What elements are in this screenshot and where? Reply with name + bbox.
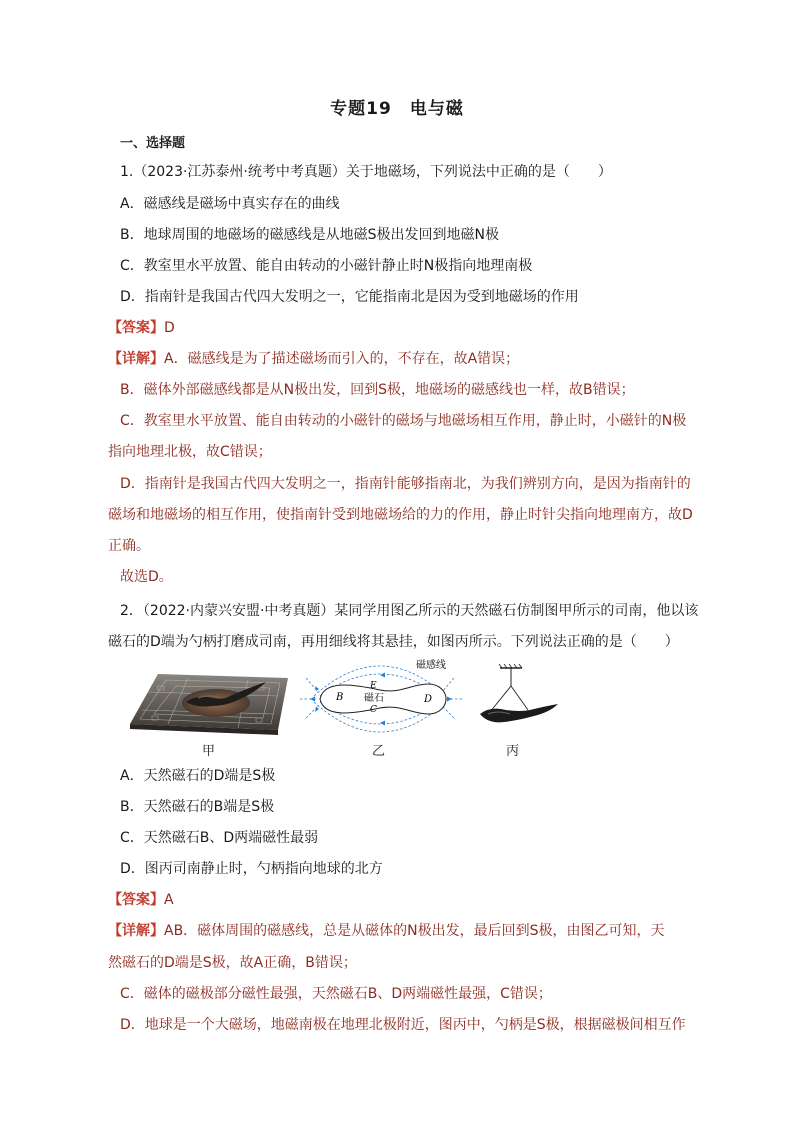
q2-option-a: A．天然磁石的D端是S极: [120, 768, 276, 784]
label-b: B: [336, 692, 344, 703]
q1-stem: 1.（2023·江苏泰州·统考中考真题）关于地磁场，下列说法中正确的是（ ）: [120, 164, 612, 180]
q2-option-d: D．图丙司南静止时，勺柄指向地球的北方: [120, 861, 383, 877]
q2-stem-line-1: 2．（2022·内蒙兴安盟·中考真题）某同学用图乙所示的天然磁石仿制图甲所示的司南，他以该: [120, 603, 699, 619]
q1-option-b: B．地球周围的地磁场的磁感线是从地磁S极出发回到地磁N极: [120, 227, 499, 243]
answer-value: D: [164, 320, 175, 336]
figure-bing-hanging-spoon: [476, 664, 566, 736]
q1-conclusion: 故选D。: [120, 569, 173, 585]
answer-tag: 【答案】: [108, 892, 164, 908]
page-title: 专题19 电与磁: [330, 99, 464, 119]
detail-tag: 【详解】: [108, 351, 164, 367]
q1-detail-line-5: D．指南针是我国古代四大发明之一，指南针能够指南北，为我们辨别方向，是因为指南针的: [120, 476, 691, 492]
label-magnet: 磁石: [364, 693, 384, 704]
label-c: C: [370, 705, 377, 715]
q1-detail-line-3: C．教室里水平放置、能自由转动的小磁针的磁场与地磁场相互作用，静止时，小磁针的N极: [120, 413, 687, 429]
caption-yi: 乙: [372, 744, 386, 759]
q1-option-d: D．指南针是我国古代四大发明之一，它能指南北是因为受到地磁场的作用: [120, 289, 579, 305]
q1-option-a: A．磁感线是磁场中真实存在的曲线: [120, 196, 340, 212]
section-heading: 一、选择题: [120, 136, 186, 151]
figure-yi-magnet-field: [300, 658, 462, 740]
detail-tag: 【详解】: [108, 923, 164, 939]
answer-tag: 【答案】: [108, 320, 164, 336]
q2-answer: [108, 890, 174, 910]
caption-jia: 甲: [202, 744, 216, 759]
q1-detail-line-7: 正确。: [108, 538, 150, 554]
caption-bing: 丙: [506, 744, 520, 759]
q2-detail-line-3: C．磁体的磁极部分磁性最强，天然磁石B、D两端磁性最强，C错误；: [120, 986, 552, 1002]
q2-stem-line-2: 磁石的D端为勺柄打磨成司南，再用细线将其悬挂，如图丙所示。下列说法正确的是（ ）: [108, 634, 679, 650]
label-d: D: [424, 694, 433, 705]
q2-detail-line-4: D．地球是一个大磁场，地磁南极在地理北极附近，图丙中，勺柄是S极，根据磁极间相互作: [120, 1017, 686, 1033]
q1-detail-line-4: 指向地理北极，故C错误；: [108, 444, 272, 460]
label-e: E: [370, 681, 377, 691]
answer-value: A: [164, 892, 174, 908]
detail-text: A．磁感线是为了描述磁场而引入的，不存在，故A错误；: [164, 351, 520, 367]
label-field-lines: 磁感线: [416, 660, 446, 671]
q2-option-b: B．天然磁石的B端是S极: [120, 799, 275, 815]
q1-detail-line-6: 磁场和地磁场的相互作用，使指南针受到地磁场给的力的作用，静止时针尖指向地理南方，故D: [108, 507, 693, 523]
q1-detail-line-2: B．磁体外部磁感线都是从N极出发，回到S极，地磁场的磁感线也一样，故B错误；: [120, 382, 635, 398]
detail-text: AB．磁体周围的磁感线，总是从磁体的N极出发，最后回到S极，由图乙可知，天: [164, 923, 665, 939]
q1-answer: [108, 318, 175, 338]
q2-detail-line-2: 然磁石的D端是S极，故A正确，B错误；: [108, 955, 357, 971]
q1-detail-line-1: [108, 349, 519, 369]
q2-option-c: C．天然磁石B、D两端磁性最弱: [120, 830, 319, 846]
q2-detail-line-1: [108, 921, 665, 941]
figure-jia-sinan-board: [128, 672, 292, 736]
q1-option-c: C．教室里水平放置、能自由转动的小磁针静止时N极指向地理南极: [120, 258, 533, 274]
